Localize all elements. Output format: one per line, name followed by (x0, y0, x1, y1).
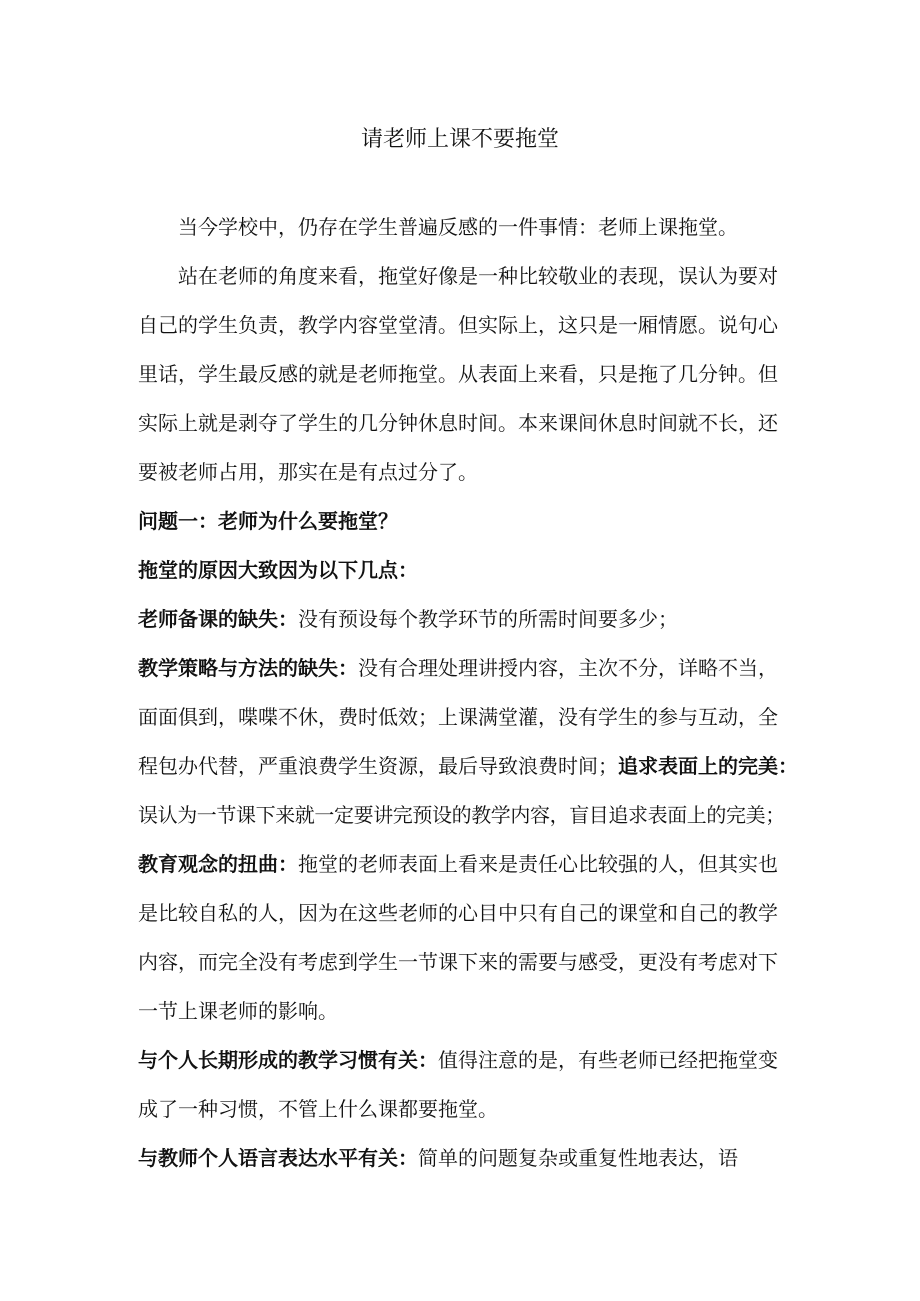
reason-label: 教学策略与方法的缺失： (138, 656, 358, 680)
reasons-intro-text: 拖堂的原因大致因为以下几点： (138, 558, 418, 582)
reason-text: 值得注意的是，有些老师已经把拖堂变 (438, 1048, 778, 1072)
text-line: 是比较自私的人，因为在这些老师的心目中只有自己的课堂和自己的教学 (138, 901, 778, 925)
reason-text: 简单的问题复杂或重复性地表达，语 (418, 1146, 738, 1170)
reasons-intro (138, 546, 786, 595)
text-line: 误认为一节课下来就一定要讲完预设的教学内容，盲目追求表面上的完美； (138, 803, 785, 827)
reason-label: 与教师个人语言表达水平有关： (138, 1146, 418, 1170)
text-line: 成了一种习惯，不管上什么课都要拖堂。 (138, 1097, 498, 1121)
reason-text: 没有合理处理讲授内容，主次不分，详略不当， (358, 656, 778, 680)
text-line: 当今学校中，仍存在学生普遍反感的一件事情：老师上课拖堂。 (178, 215, 738, 239)
text-line: 实际上就是剥夺了学生的几分钟休息时间。本来课间休息时间就不长，还 (138, 411, 778, 435)
text-line: 要被老师占用，那实在是有点过分了。 (138, 460, 478, 484)
reason-label: 教育观念的扭曲： (138, 852, 298, 876)
text-line: 内容，而完全没有考虑到学生一节课下来的需要与感受，更没有考虑对下 (138, 950, 778, 974)
text-line: 站在老师的角度来看，拖堂好像是一种比较敬业的表现，误认为要对 (178, 264, 778, 288)
reason-text: 程包办代替，严重浪费学生资源，最后导致浪费时间； (138, 754, 618, 778)
text-line: 里话，学生最反感的就是老师拖堂。从表面上来看，只是拖了几分钟。但 (138, 362, 778, 386)
reason-teaching-strategy (138, 644, 798, 840)
paragraph-intro (138, 203, 786, 252)
reason-lesson-prep (138, 595, 786, 644)
document-title: 请老师上课不要拖堂 (360, 127, 559, 152)
reason-education-concept (138, 840, 786, 1036)
reason-teaching-habit (138, 1036, 786, 1134)
question-one: 问题一：老师为什么要拖堂？ (138, 509, 398, 533)
paragraph-teacher-perspective (138, 252, 786, 497)
reason-label: 老师备课的缺失： (138, 607, 298, 631)
question-heading (138, 497, 786, 546)
document-body (138, 203, 798, 1183)
reason-text: 没有预设每个教学环节的所需时间要多少； (298, 607, 678, 631)
reason-label: 与个人长期形成的教学习惯有关： (138, 1048, 438, 1072)
text-line: 一节上课老师的影响。 (138, 999, 338, 1023)
reason-label: 追求表面上的完美： (618, 754, 798, 778)
text-line: 面面俱到，喋喋不休，费时低效；上课满堂灌，没有学生的参与互动，全 (138, 705, 778, 729)
text-line: 自己的学生负责，教学内容堂堂清。但实际上，这只是一厢情愿。说句心 (138, 313, 778, 337)
reason-text: 拖堂的老师表面上看来是责任心比较强的人，但其实也 (298, 852, 778, 876)
reason-language-expression (138, 1134, 786, 1183)
